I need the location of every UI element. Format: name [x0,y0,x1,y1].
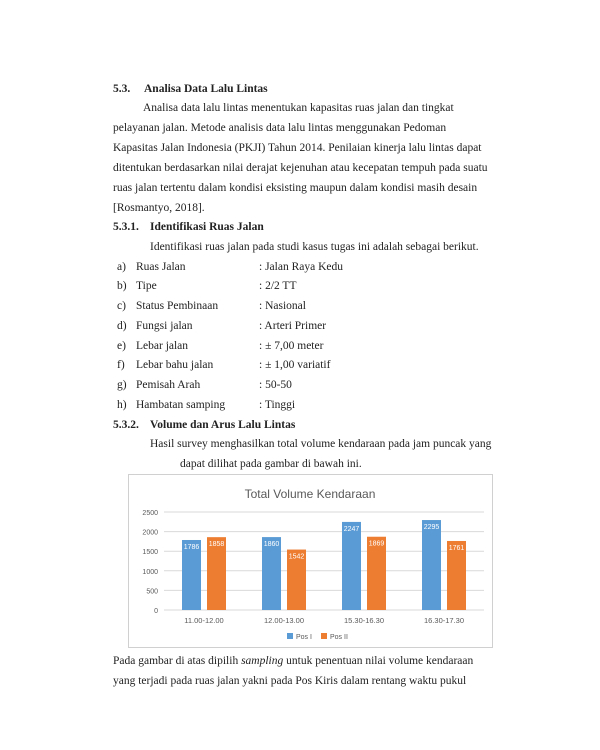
bar-pos-i [342,522,361,610]
data-label: 1786 [183,543,200,551]
legend-swatch [321,633,327,639]
legend-label: Pos I [296,634,312,641]
x-tick-label: 12.00-13.00 [263,616,305,625]
paragraph-line: pelayanan jalan. Metode analisis data lalu lintas menggunakan Pedoman [113,122,447,134]
list-value: : Nasional [259,300,306,312]
list-value: : Tinggi [259,399,296,411]
text-span: Pada gambar di atas dipilih [113,655,242,667]
subsection-paragraph [150,434,491,474]
data-label: 1869 [368,540,385,548]
x-tick-label: 11.00-12.00 [184,616,224,625]
data-label: 2247 [343,525,360,533]
list-marker: g) [117,379,127,391]
list-marker: h) [117,399,127,411]
list-label: Status Pembinaan [136,300,219,312]
paragraph-line: Hasil survey menghasilkan total volume kendaraan pada jam puncak yang [150,438,492,450]
chart-canvas [129,475,492,647]
text-span: untuk penentuan nilai volume kendaraan [283,655,474,667]
list-marker: a) [117,261,126,273]
italic-term: sampling [241,655,284,667]
volume-chart [128,474,493,648]
list-marker: c) [117,300,126,312]
section-title: Analisa Data Lalu Lintas [144,83,268,95]
subsection-intro: Identifikasi ruas jalan pada studi kasus tugas ini adalah sebagai berikut. [150,241,479,253]
y-tick-label: 1500 [142,549,158,557]
paragraph-line: Analisa data lalu lintas menentukan kapasitas ruas jalan dan tingkat [143,102,454,114]
subsection-title: Identifikasi Ruas Jalan [150,221,264,233]
subsection-number: 5.3.1. [113,221,139,233]
legend-swatch [287,633,293,639]
x-tick-label: 15.30-16.30 [343,616,385,625]
paragraph-line: ruas jalan tertentu dalam kondisi eksisting maupun dalam kondisi masih desain [113,182,478,194]
list-marker: b) [117,280,127,292]
y-tick-label: 0 [154,608,158,615]
list-label: Tipe [136,280,157,292]
list-value: : 50-50 [259,379,292,391]
list-label: Hambatan samping [136,399,226,411]
y-tick-label: 2000 [142,529,158,537]
section-number: 5.3. [113,83,131,95]
list-value: : 2/2 TT [259,280,297,292]
subsection-number: 5.3.2. [113,419,139,431]
bar-pos-i [422,520,441,610]
section-paragraph [113,98,488,218]
data-label: 1761 [448,544,465,552]
y-tick-label: 1000 [142,568,158,576]
paragraph-line: yang terjadi pada ruas jalan yakni pada Pos Kiris dalam rentang waktu pukul [113,675,467,687]
data-label: 1542 [288,553,305,561]
paragraph-line: [Rosmantyo, 2018]. [113,202,205,214]
y-tick-label: 500 [146,588,158,596]
list-value: : Jalan Raya Kedu [259,261,343,273]
chart-title: Total Volume Kendaraan [244,487,376,501]
list-label: Ruas Jalan [136,261,186,273]
subsection-title: Volume dan Arus Lalu Lintas [150,419,296,431]
paragraph-line: dapat dilihat pada gambar di bawah ini. [180,458,362,470]
list-label: Lebar bahu jalan [136,359,214,371]
closing-paragraph [113,651,473,691]
data-label: 1858 [208,541,225,549]
list-label: Fungsi jalan [136,320,193,332]
list-marker: f) [117,359,125,371]
data-label: 2295 [423,524,440,532]
list-label: Lebar jalan [136,340,189,352]
x-tick-label: 16.30-17.30 [423,616,465,625]
paragraph-line: Kapasitas Jalan Indonesia (PKJI) Tahun 2014. Penilaian kinerja lalu lintas dapat [113,142,482,154]
paragraph-line: ditentukan berdasarkan nilai derajat kejenuhan atau kecepatan tempuh pada suatu [113,162,488,174]
list-marker: e) [117,340,126,352]
legend-label: Pos II [330,634,348,641]
list-marker: d) [117,320,127,332]
paragraph-line [113,651,473,671]
list-value: : ± 7,00 meter [259,340,324,352]
data-label: 1860 [263,541,280,549]
list-value: : ± 1,00 variatif [259,359,331,371]
y-tick-label: 2500 [142,510,158,517]
list-value: : Arteri Primer [259,320,327,332]
list-label: Pemisah Arah [136,379,201,391]
